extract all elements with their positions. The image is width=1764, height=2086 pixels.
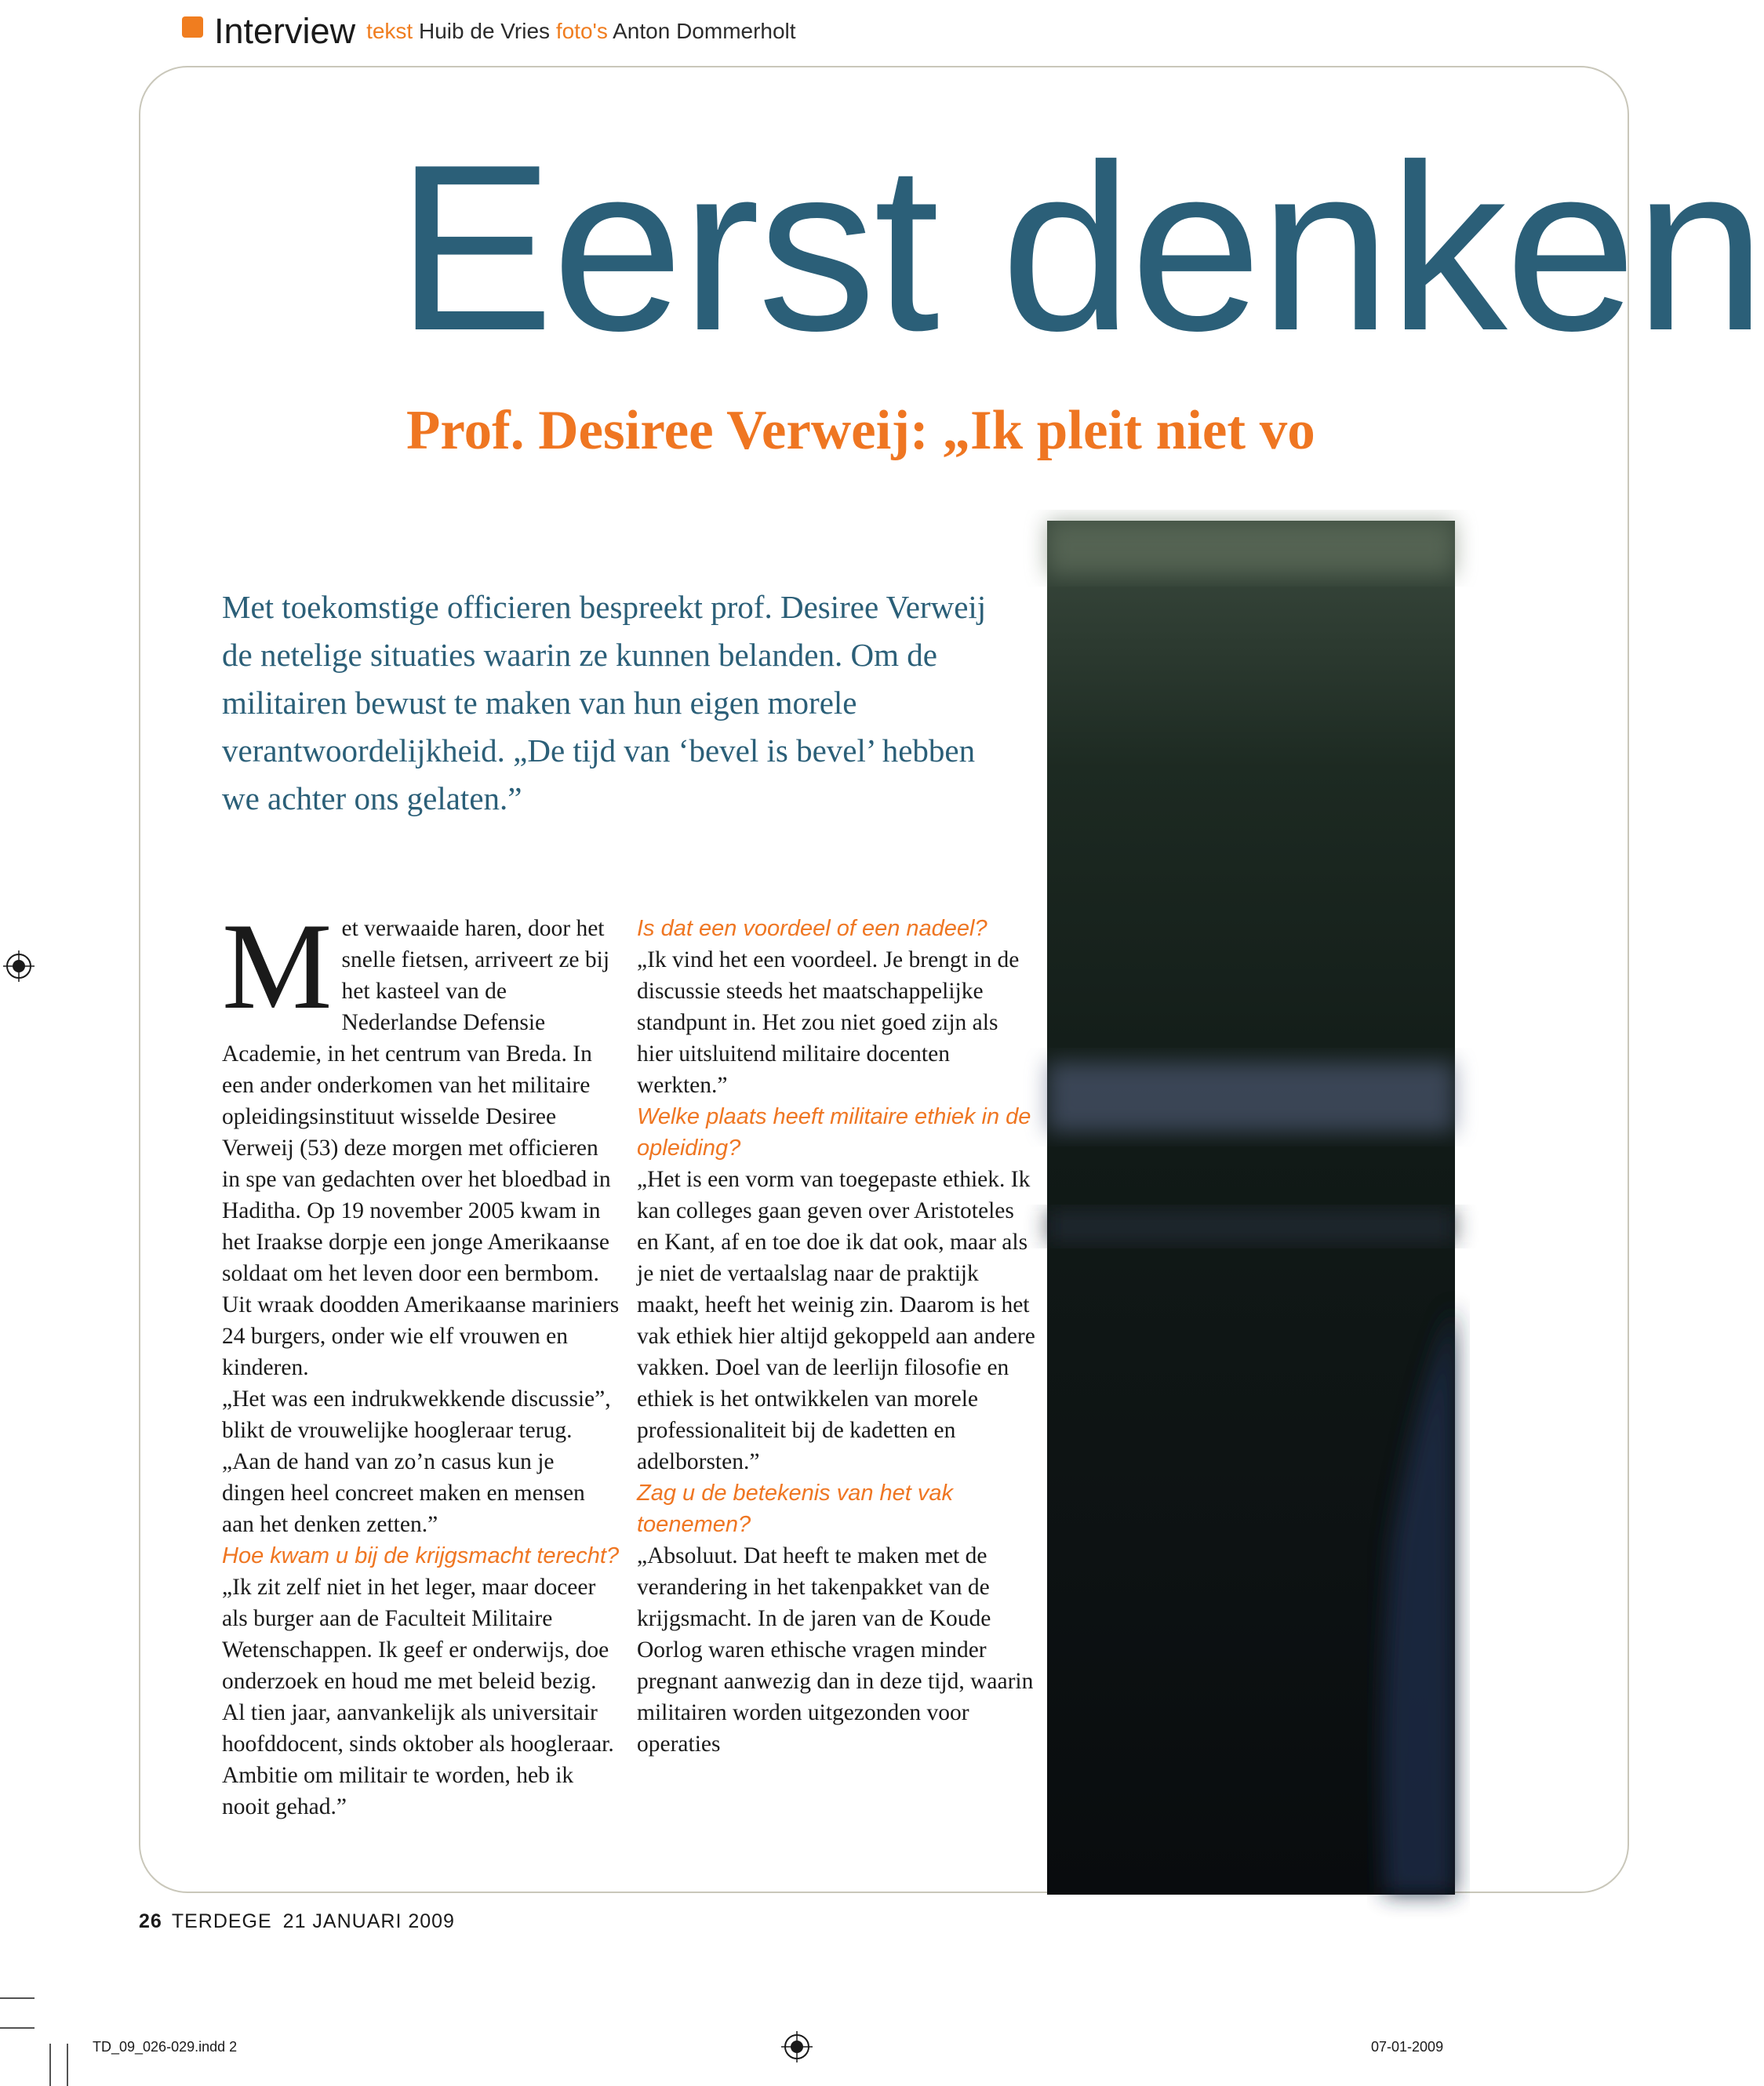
intro-paragraph: Met toekomstige officieren bespreekt prof. Desiree Verweij de netelige situaties waarin ze kunnen belanden. Om de militairen bewust te maken van hun eigen morele verantwoordelijkheid. „De tijd van ‘bevel is bevel’ hebben we achter ons gelaten.” [222,589,987,816]
interview-answer: „Ik vind het een voordeel. Je brengt in de discussie steeds het maatschappelijke standpunt in. Het zou niet goed zijn als hier uitsluitend militaire docenten werkten.” [637,947,1020,1098]
registration-mark-icon [3,950,35,982]
credit-text-name: Huib de Vries [419,19,551,43]
section-square-icon [182,16,203,38]
registration-mark-icon [781,2031,813,2062]
interview-answer: „Ik zit zelf niet in het leger, maar doceer als burger aan de Faculteit Militaire Wetenschappen. Ik geef er onderwijs, doe onderzoek en houd me met beleid bezig. Al tien jaar, aanvankelijk als universitair hoofddocent, sinds oktober als hoogleraar. Ambitie om militair te worden, heb ik nooit gehad.” [222,1575,614,1819]
body-paragraph: „Het was een indrukwekkende discussie”, blikt de vrouwelijke hoogleraar terug. „Aan de hand van zo’n casus kun je dingen heel concreet maken en mensen aan het denken zetten.” [222,1386,611,1537]
credit-photo-name: Anton Dommerholt [613,19,796,43]
article-header [182,11,796,58]
interview-question: Welke plaats heeft militaire ethiek in de opleiding? [637,1104,1031,1161]
interview-answer: „Het is een vorm van toegepaste ethiek. Ik kan colleges gaan geven over Aristoteles en Kant, af en toe doe ik dat ook, maar als je niet de vertaalslag naar de praktijk maakt, heeft het weinig zin. Daarom is het vak ethiek hier altijd gekoppeld aan andere vakken. Doel van de leerlijn filosofie en ethiek is het ontwikkelen van morele professionaliteit bij de kadetten en adelborsten.” [637,1167,1035,1474]
article-photo [1047,521,1455,1895]
crop-mark-icon [0,1984,78,2086]
opening-paragraph [222,898,622,1383]
opening-paragraph-text: et verwaaide haren, door het snelle fietsen, arriveert ze bij het kasteel van de Nederlandse Defensie Academie, in het centrum van Breda. In een ander onderkomen van het militaire opleidingsinstituut wisselde Desiree Verweij (53) deze morgen met officieren in spe van gedachten over het bloedbad in Haditha. Op 19 november 2005 kwam in het Iraakse dorpje een jonge Amerikaanse soldaat om het leven door een bermbom. Uit wraak doodden Amerikaanse mariniers 24 burgers, onder wie elf vrouwen en kinderen. [222,916,620,1380]
page-number: 26 [139,1910,162,1932]
slug-date: 07-01-2009 [1371,2039,1444,2055]
slug-filename: TD_09_026-029.indd 2 [93,2039,238,2055]
subheadline: Prof. Desiree Verweij: „Ik pleit niet vo [406,400,1315,461]
body-column-1 [222,898,622,1823]
issue-date: 21 JANUARI 2009 [282,1910,455,1932]
credit-text-label: tekst [366,19,413,43]
drop-cap: M [222,898,333,1035]
interview-question: Zag u de betekenis van het vak toenemen? [637,1481,954,1537]
interview-question: Is dat een voordeel of een nadeel? [637,916,987,941]
magazine-name: TERDEGE [171,1910,272,1932]
article-credits [366,19,795,43]
section-label: Interview [214,11,356,51]
page-footer [139,1910,455,1933]
credit-photo-label: foto's [555,19,608,43]
interview-question: Hoe kwam u bij de krijgsmacht terecht? [222,1543,620,1568]
headline: Eerst denken [396,115,1764,380]
body-column-2 [637,913,1037,1760]
interview-answer: „Absoluut. Dat heeft te maken met de verandering in het takenpakket van de krijgsmacht. In de jaren van de Koude Oorlog waren ethische vragen minder pregnant aanwezig dan in deze tijd, waarin militairen worden uitgezonden voor operaties [637,1543,1034,1757]
